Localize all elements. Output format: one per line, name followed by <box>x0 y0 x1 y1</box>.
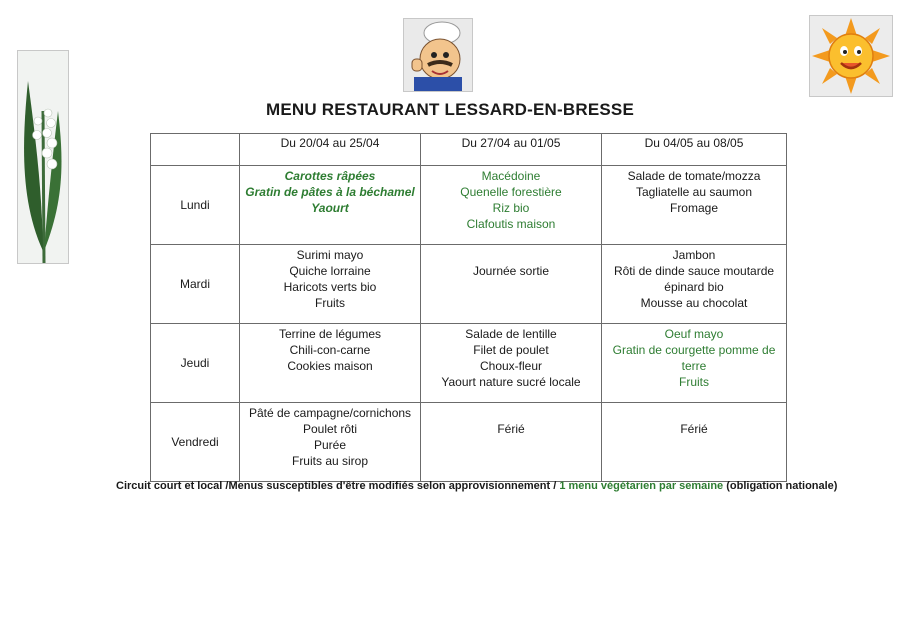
table-row <box>151 166 787 245</box>
dish: Filet de poulet <box>473 343 549 357</box>
dish: Tagliatelle au saumon <box>635 185 753 199</box>
corner-cell <box>151 134 240 166</box>
dish: Rôti de dinde sauce moutarde <box>613 264 775 278</box>
menu-cell <box>602 403 787 482</box>
dish: Surimi mayo <box>296 248 364 262</box>
dish: Yaourt <box>311 201 349 215</box>
footer-text: Circuit court et local /Menus susceptibles d'être modifiés selon approvisionnement / <box>116 480 560 492</box>
dish: Mousse au chocolat <box>640 296 748 310</box>
chef-icon <box>403 18 473 92</box>
dish: Férié <box>497 422 525 436</box>
menu-cell <box>602 166 787 245</box>
dish: Fruits <box>315 296 345 310</box>
dish: Quiche lorraine <box>289 264 371 278</box>
dish: Salade de lentille <box>465 327 557 341</box>
menu-cell <box>421 324 602 403</box>
vegetarian-note: 1 menu végétarien par semaine <box>559 480 724 492</box>
table-row <box>151 245 787 324</box>
dish: Fruits au sirop <box>291 454 369 468</box>
week-header: Du 27/04 au 01/05 <box>421 134 602 166</box>
menu-cell <box>240 403 421 482</box>
dish: Fromage <box>669 201 719 215</box>
dish: Choux-fleur <box>479 359 543 373</box>
dish: Gratin de courgette pomme de terre <box>612 343 776 373</box>
dish: Haricots verts bio <box>283 280 377 294</box>
dish: Macédoine <box>481 169 541 183</box>
dish: Cookies maison <box>287 359 373 373</box>
day-label: Jeudi <box>151 324 240 403</box>
menu-cell <box>240 245 421 324</box>
dish: Gratin de pâtes à la béchamel <box>245 185 415 199</box>
dish: Fruits <box>679 375 709 389</box>
menu-cell <box>421 166 602 245</box>
day-label: Lundi <box>151 166 240 245</box>
dish: Quenelle forestière <box>460 185 562 199</box>
dish: Jambon <box>672 248 716 262</box>
menu-cell <box>602 245 787 324</box>
lily-of-the-valley-icon <box>17 50 69 264</box>
dish: épinard bio <box>664 280 724 294</box>
footer-obligation: (obligation nationale) <box>723 480 838 492</box>
day-label: Mardi <box>151 245 240 324</box>
smiling-sun-icon <box>809 15 893 97</box>
dish: Carottes râpées <box>284 169 376 183</box>
menu-cell <box>421 403 602 482</box>
table-row <box>151 324 787 403</box>
menu-cell <box>602 324 787 403</box>
dish: Yaourt nature sucré locale <box>441 375 581 389</box>
week-header: Du 04/05 au 08/05 <box>602 134 787 166</box>
dish: Férié <box>680 422 708 436</box>
dish: Purée <box>313 438 347 452</box>
page-title: MENU RESTAURANT LESSARD-EN-BRESSE <box>265 100 635 119</box>
dish: Clafoutis maison <box>466 217 556 231</box>
menu-table <box>150 133 787 482</box>
week-header: Du 20/04 au 25/04 <box>240 134 421 166</box>
menu-cell <box>240 324 421 403</box>
footer-note <box>116 480 838 492</box>
dish: Oeuf mayo <box>664 327 724 341</box>
menu-cell <box>240 166 421 245</box>
dish: Terrine de légumes <box>278 327 382 341</box>
table-row <box>151 403 787 482</box>
dish: Chili-con-carne <box>289 343 371 357</box>
table-header-row <box>151 134 787 166</box>
day-label: Vendredi <box>151 403 240 482</box>
dish: Salade de tomate/mozza <box>627 169 761 183</box>
menu-cell <box>421 245 602 324</box>
dish: Poulet rôti <box>302 422 358 436</box>
dish: Journée sortie <box>472 264 550 278</box>
dish: Riz bio <box>492 201 530 215</box>
dish: Pâté de campagne/cornichons <box>248 406 412 420</box>
